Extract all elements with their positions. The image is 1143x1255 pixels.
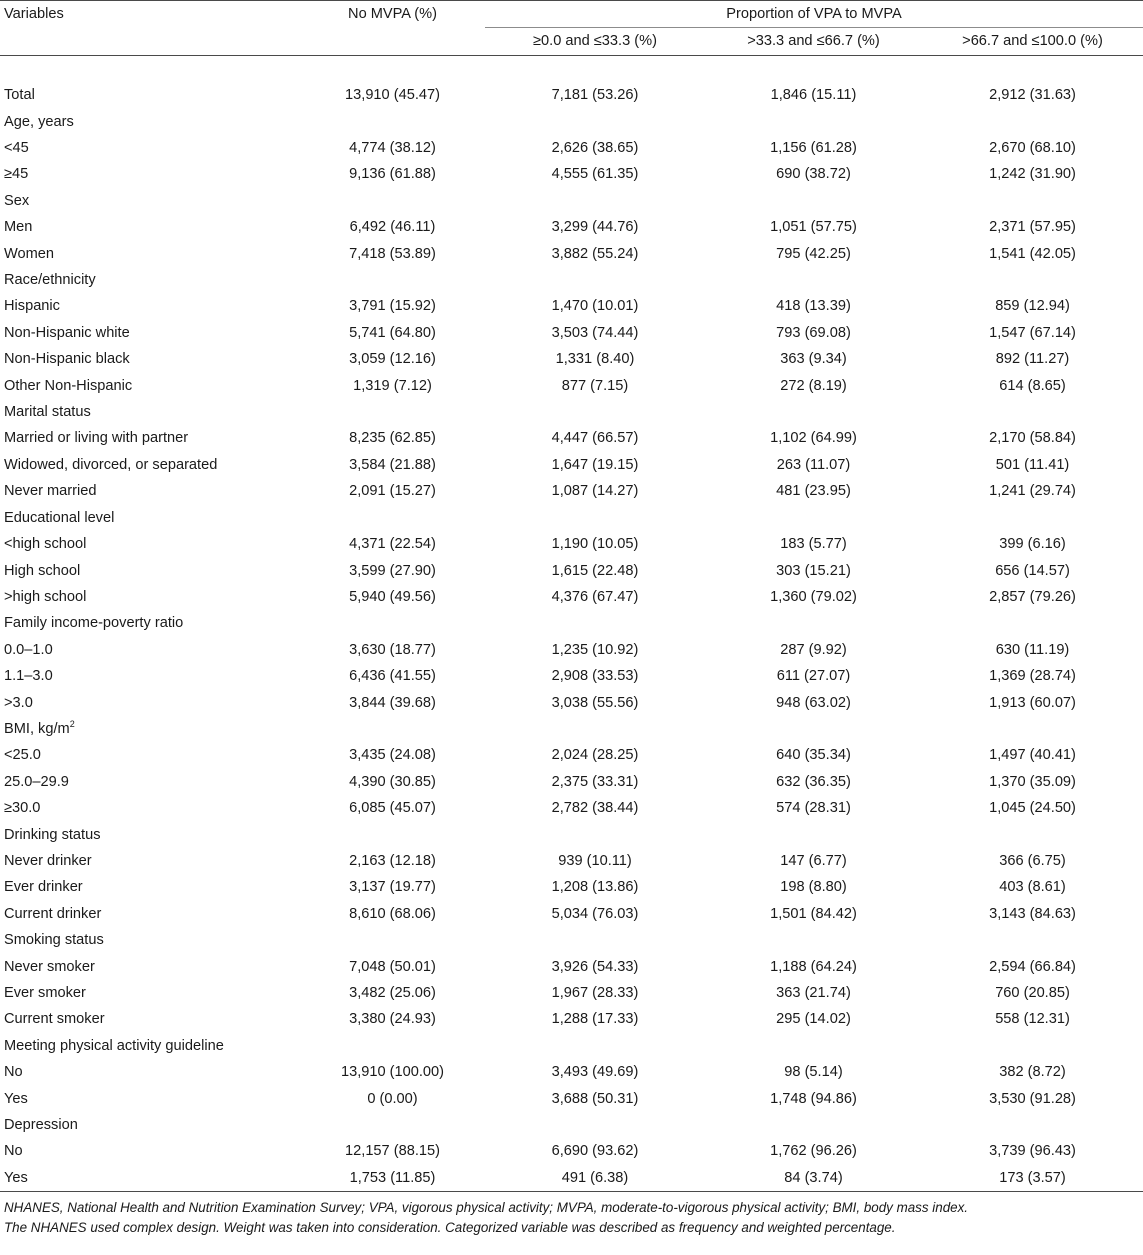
section-label [0, 716, 1143, 742]
cell-value: 5,741 (64.80) [349, 324, 436, 341]
cell-value: 2,857 (79.26) [989, 588, 1076, 605]
header-variables: Variables [4, 6, 64, 22]
cell-value: 2,371 (57.95) [989, 219, 1076, 236]
table-row [0, 558, 1143, 584]
cell-value: 3,380 (24.93) [349, 1011, 436, 1028]
cell-value: 877 (7.15) [561, 377, 629, 394]
cell-value: 1,748 (94.86) [770, 1090, 857, 1107]
cell-value: 2,670 (68.10) [989, 140, 1076, 157]
footnote-abbreviations: NHANES, National Health and Nutrition Examination Survey; VPA, vigorous physical activity; MVPA, moderate-to-vigorous physical activity; BMI, body mass index. [4, 1200, 969, 1216]
row-label: Married or living with partner [4, 430, 189, 447]
cell-value: 4,555 (61.35) [551, 166, 639, 183]
section-row [0, 109, 1143, 135]
cell-value: 1,087 (14.27) [551, 483, 639, 500]
section-label [0, 399, 1143, 425]
row-label: Non-Hispanic white [4, 324, 130, 341]
cell-value: 3,791 (15.92) [349, 298, 436, 315]
cell-value: 84 (3.74) [784, 1169, 843, 1186]
table-row [0, 452, 1143, 478]
table-body [0, 82, 1143, 1192]
cell-value: 1,188 (64.24) [770, 958, 857, 975]
section-label-text: Drinking status [4, 826, 101, 843]
cell-value: 1,051 (57.75) [770, 219, 857, 236]
section-row [0, 822, 1143, 848]
cell-value: 147 (6.77) [780, 852, 847, 869]
cell-value: 363 (21.74) [776, 985, 851, 1002]
section-label [0, 109, 1143, 135]
cell-value: 12,157 (88.15) [345, 1143, 440, 1160]
cell-value: 3,435 (24.08) [349, 747, 436, 764]
row-label: Non-Hispanic black [4, 351, 130, 368]
cell-value: 1,913 (60.07) [989, 694, 1076, 711]
row-label: ≥30.0 [4, 800, 41, 817]
row-label: <45 [4, 140, 29, 157]
cell-value: 3,926 (54.33) [551, 958, 639, 975]
cell-value: 272 (8.19) [780, 377, 847, 394]
cell-value: 6,690 (93.62) [551, 1143, 639, 1160]
cell-value: 1,501 (84.42) [770, 905, 857, 922]
cell-value: 1,190 (10.05) [551, 536, 639, 553]
section-label [0, 927, 1143, 953]
cell-value: 3,038 (55.56) [551, 694, 639, 711]
cell-value: 13,910 (45.47) [345, 87, 440, 104]
section-label-text: Smoking status [4, 932, 104, 949]
row-label: 0.0–1.0 [4, 641, 53, 658]
cell-value: 4,371 (22.54) [349, 536, 436, 553]
cell-value: 795 (42.25) [776, 245, 851, 262]
section-label [0, 1112, 1143, 1138]
row-label: Ever smoker [4, 985, 86, 1002]
table-row [0, 293, 1143, 319]
cell-value: 2,024 (28.25) [551, 747, 639, 764]
cell-value: 8,235 (62.85) [349, 430, 436, 447]
table-row [0, 954, 1143, 980]
cell-value: 2,908 (33.53) [551, 668, 639, 685]
cell-value: 3,493 (49.69) [551, 1064, 639, 1081]
section-row [0, 716, 1143, 742]
cell-value: 8,610 (68.06) [349, 905, 436, 922]
table-row [0, 531, 1143, 557]
section-label [0, 188, 1143, 214]
cell-value: 5,034 (76.03) [551, 905, 639, 922]
cell-value: 287 (9.92) [780, 641, 847, 658]
section-row [0, 610, 1143, 636]
cell-value: 3,584 (21.88) [349, 456, 436, 473]
cell-value: 1,319 (7.12) [353, 377, 432, 394]
section-label-text: Sex [4, 192, 30, 209]
cell-value: 1,242 (31.90) [989, 166, 1076, 183]
section-label-text: BMI, kg/m [4, 720, 70, 737]
table-row [0, 135, 1143, 161]
table-row [0, 214, 1143, 240]
row-label: Yes [4, 1169, 28, 1186]
footnotes [0, 1198, 1143, 1238]
table-row [0, 1006, 1143, 1032]
cell-value: 3,688 (50.31) [551, 1090, 639, 1107]
cell-value: 295 (14.02) [776, 1011, 851, 1028]
cell-value: 892 (11.27) [995, 351, 1070, 368]
footnote-method: The NHANES used complex design. Weight was taken into consideration. Categorized variable was described as frequency and weighted percentage. [4, 1220, 896, 1236]
table-row [0, 874, 1143, 900]
cell-value: 6,085 (45.07) [349, 800, 436, 817]
cell-value: 574 (28.31) [776, 800, 851, 817]
table-row [0, 425, 1143, 451]
cell-value: 2,091 (15.27) [349, 483, 436, 500]
cell-value: 4,376 (67.47) [551, 588, 639, 605]
section-row [0, 1033, 1143, 1059]
cell-value: 3,503 (74.44) [551, 324, 639, 341]
cell-value: 3,059 (12.16) [349, 351, 436, 368]
row-label: Current smoker [4, 1011, 105, 1028]
cell-value: 9,136 (61.88) [349, 166, 436, 183]
cell-value: 614 (8.65) [999, 377, 1066, 394]
header-sub-1: ≥0.0 and ≤33.3 (%) [533, 33, 657, 50]
cell-value: 501 (11.41) [995, 456, 1070, 473]
cell-value: 632 (36.35) [776, 773, 851, 790]
row-label: >high school [4, 588, 87, 605]
section-label-text: Race/ethnicity [4, 272, 96, 289]
header-sub-3: >66.7 and ≤100.0 (%) [962, 33, 1103, 50]
cell-value: 303 (15.21) [776, 562, 851, 579]
table-row [0, 82, 1143, 108]
section-row [0, 927, 1143, 953]
cell-value: 5,940 (49.56) [349, 588, 436, 605]
cell-value: 640 (35.34) [776, 747, 851, 764]
row-label: >3.0 [4, 694, 33, 711]
cell-value: 611 (27.07) [776, 668, 851, 685]
cell-value: 6,436 (41.55) [349, 668, 436, 685]
cell-value: 1,102 (64.99) [770, 430, 857, 447]
cell-value: 1,547 (67.14) [989, 324, 1076, 341]
cell-value: 366 (6.75) [999, 852, 1066, 869]
cell-value: 173 (3.57) [999, 1169, 1066, 1186]
table-row [0, 478, 1143, 504]
row-label: Yes [4, 1090, 28, 1107]
cell-value: 0 (0.00) [367, 1090, 418, 1107]
row-label: Never smoker [4, 958, 95, 975]
cell-value: 7,418 (53.89) [349, 245, 436, 262]
row-label: Ever drinker [4, 879, 83, 896]
cell-value: 1,156 (61.28) [770, 140, 857, 157]
cell-value: 3,739 (96.43) [989, 1143, 1076, 1160]
section-row [0, 399, 1143, 425]
cell-value: 7,048 (50.01) [349, 958, 436, 975]
cell-value: 1,288 (17.33) [551, 1011, 639, 1028]
cell-value: 656 (14.57) [995, 562, 1070, 579]
table-row [0, 584, 1143, 610]
cell-value: 491 (6.38) [561, 1169, 629, 1186]
row-label: Men [4, 219, 33, 236]
section-label-superscript: 2 [69, 719, 75, 730]
table-row [0, 742, 1143, 768]
cell-value: 859 (12.94) [995, 298, 1070, 315]
section-label-text: Family income-poverty ratio [4, 615, 184, 632]
cell-value: 1,370 (35.09) [989, 773, 1076, 790]
cell-value: 13,910 (100.00) [340, 1064, 445, 1081]
table-row [0, 320, 1143, 346]
cell-value: 418 (13.39) [776, 298, 851, 315]
cell-value: 98 (5.14) [784, 1064, 843, 1081]
cell-value: 1,846 (15.11) [770, 87, 857, 104]
cell-value: 183 (5.77) [780, 536, 847, 553]
cell-value: 1,235 (10.92) [551, 641, 639, 658]
row-label: No [4, 1143, 23, 1160]
row-label: <high school [4, 536, 87, 553]
cell-value: 3,844 (39.68) [349, 694, 436, 711]
cell-value: 1,753 (11.85) [349, 1169, 436, 1186]
table-row [0, 1165, 1143, 1192]
section-label-text: Age, years [4, 113, 74, 130]
cell-value: 4,390 (30.85) [349, 773, 436, 790]
cell-value: 690 (38.72) [776, 166, 851, 183]
cell-value: 3,299 (44.76) [551, 219, 639, 236]
cell-value: 1,647 (19.15) [551, 456, 639, 473]
cell-value: 1,369 (28.74) [989, 668, 1076, 685]
row-label: Other Non-Hispanic [4, 377, 133, 394]
row-label: Widowed, divorced, or separated [4, 456, 218, 473]
row-label: High school [4, 562, 81, 579]
table-row [0, 637, 1143, 663]
cell-value: 4,774 (38.12) [349, 140, 436, 157]
cell-value: 3,482 (25.06) [349, 985, 436, 1002]
cell-value: 1,762 (96.26) [770, 1143, 857, 1160]
cell-value: 263 (11.07) [776, 456, 851, 473]
table-row [0, 690, 1143, 716]
table-row [0, 1059, 1143, 1085]
section-row [0, 505, 1143, 531]
row-label: No [4, 1064, 23, 1081]
row-label: Total [4, 87, 35, 104]
row-label: Women [4, 245, 55, 262]
cell-value: 2,170 (58.84) [989, 430, 1076, 447]
section-label-text: Meeting physical activity guideline [4, 1037, 224, 1054]
cell-value: 948 (63.02) [776, 694, 851, 711]
cell-value: 558 (12.31) [995, 1011, 1070, 1028]
cell-value: 382 (8.72) [999, 1064, 1066, 1081]
section-label [0, 505, 1143, 531]
cell-value: 6,492 (46.11) [349, 219, 436, 236]
row-label: 25.0–29.9 [4, 773, 69, 790]
cell-value: 481 (23.95) [776, 483, 851, 500]
section-label [0, 822, 1143, 848]
cell-value: 403 (8.61) [999, 879, 1066, 896]
header-proportion: Proportion of VPA to MVPA [485, 1, 1143, 28]
cell-value: 2,375 (33.31) [551, 773, 639, 790]
table-row [0, 161, 1143, 187]
row-label: 1.1–3.0 [4, 668, 53, 685]
cell-value: 3,882 (55.24) [551, 245, 639, 262]
cell-value: 1,470 (10.01) [551, 298, 639, 315]
row-label: Never drinker [4, 852, 92, 869]
cell-value: 1,541 (42.05) [989, 245, 1076, 262]
cell-value: 1,967 (28.33) [551, 985, 639, 1002]
section-label-text: Marital status [4, 404, 91, 421]
cell-value: 2,594 (66.84) [989, 958, 1076, 975]
cell-value: 793 (69.08) [776, 324, 851, 341]
row-label: Never married [4, 483, 97, 500]
cell-value: 3,143 (84.63) [989, 905, 1076, 922]
cell-value: 630 (11.19) [995, 641, 1070, 658]
table-row [0, 795, 1143, 821]
row-label: <25.0 [4, 747, 41, 764]
cell-value: 939 (10.11) [558, 852, 632, 869]
cell-value: 2,912 (31.63) [989, 87, 1076, 104]
section-label-text: Educational level [4, 509, 115, 526]
cell-value: 4,447 (66.57) [551, 430, 639, 447]
cell-value: 3,599 (27.90) [349, 562, 436, 579]
cell-value: 1,331 (8.40) [555, 351, 635, 368]
section-label [0, 267, 1143, 293]
cell-value: 1,045 (24.50) [989, 800, 1076, 817]
section-label [0, 1033, 1143, 1059]
row-label: ≥45 [4, 166, 29, 183]
table-row [0, 241, 1143, 267]
table-row [0, 980, 1143, 1006]
cell-value: 7,181 (53.26) [551, 87, 639, 104]
cell-value: 2,782 (38.44) [551, 800, 639, 817]
table-row [0, 663, 1143, 689]
cell-value: 399 (6.16) [999, 536, 1066, 553]
row-label: Hispanic [4, 298, 60, 315]
header-no-mvpa: No MVPA (%) [348, 6, 437, 22]
header-sub-2: >33.3 and ≤66.7 (%) [747, 33, 880, 50]
table-row [0, 1086, 1143, 1112]
cell-value: 760 (20.85) [995, 985, 1070, 1002]
section-row [0, 188, 1143, 214]
table-row [0, 373, 1143, 399]
cell-value: 1,208 (13.86) [551, 879, 639, 896]
cell-value: 3,530 (91.28) [989, 1090, 1076, 1107]
cell-value: 3,137 (19.77) [349, 879, 436, 896]
cell-value: 198 (8.80) [780, 879, 847, 896]
cell-value: 363 (9.34) [780, 351, 847, 368]
cell-value: 1,615 (22.48) [551, 562, 639, 579]
section-label [0, 610, 1143, 636]
cell-value: 1,497 (40.41) [989, 747, 1076, 764]
table-row [0, 901, 1143, 927]
cell-value: 1,241 (29.74) [989, 483, 1076, 500]
section-row [0, 267, 1143, 293]
cell-value: 2,626 (38.65) [551, 140, 639, 157]
table-row [0, 848, 1143, 874]
table-row [0, 769, 1143, 795]
cell-value: 3,630 (18.77) [349, 641, 436, 658]
row-label: Current drinker [4, 905, 102, 922]
table-row [0, 346, 1143, 372]
section-label-text: Depression [4, 1117, 78, 1134]
section-row [0, 1112, 1143, 1138]
cell-value: 2,163 (12.18) [349, 852, 436, 869]
cell-value: 1,360 (79.02) [770, 588, 857, 605]
table-row [0, 1138, 1143, 1164]
